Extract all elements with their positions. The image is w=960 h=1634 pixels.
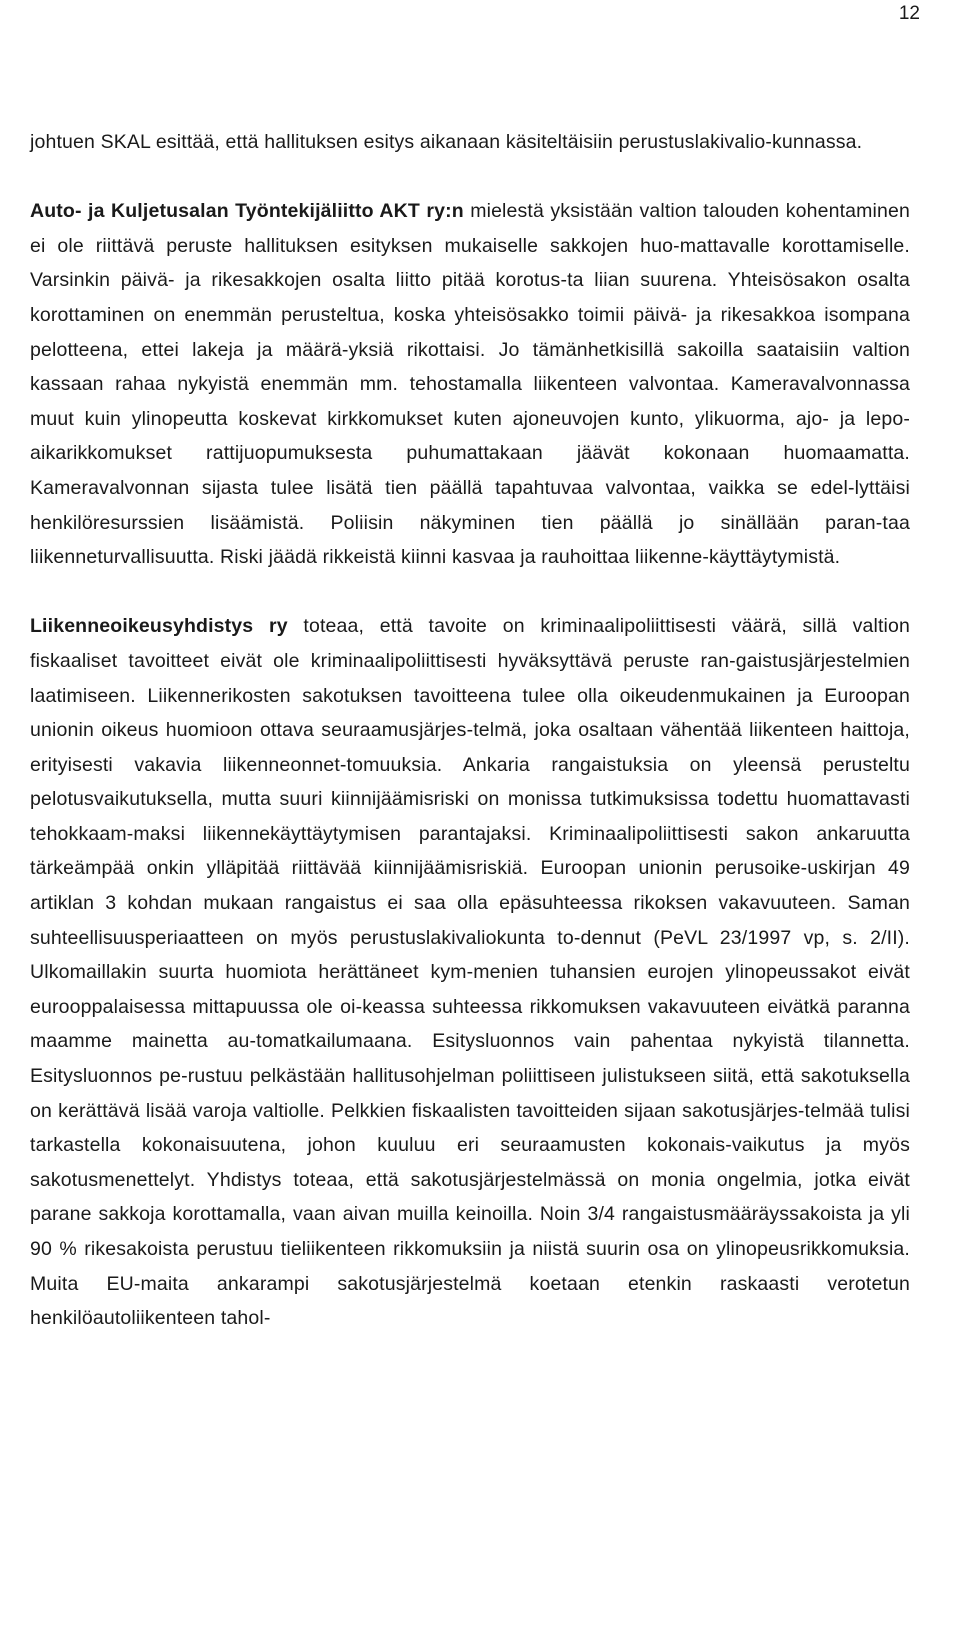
organization-name: Auto- ja Kuljetusalan Työntekijäliitto AKT ry:n xyxy=(30,200,464,223)
paragraph-skal-conclusion xyxy=(30,125,910,160)
paragraph-akt-statement xyxy=(30,194,910,575)
page-number: 12 xyxy=(898,3,920,24)
paragraph-text: johtuen SKAL esittää, että hallituksen esitys aikanaan käsiteltäisiin perustuslakivalio-kunnassa. xyxy=(30,131,863,153)
paragraph-text: mielestä yksistään valtion talouden kohentaminen ei ole riittävä peruste hallituksen esityksen mukaiselle sakkojen huo-mattavalle korottamiselle. Varsinkin päivä- ja rikesakkojen osalta liitto pitää korotus-ta liian suurena. Yhteisösakon osalta korottaminen on enemmän perusteltua, koska yhteisösakko toimii päivä- ja rikesakkoa isompana pelotteena, ettei lakeja ja määrä-yksiä rikottaisi. Jo tämänhetkisillä sakoilla saataisiin valtion kassaan rahaa nykyistä enemmän mm. tehostamalla liikenteen valvontaa. Kameravalvonnassa muut kuin ylinopeutta koskevat kirkkomukset kuten ajoneuvojen kunto, ylikuorma, ajo- ja lepo-aikarikkomukset rattijuopumuksesta puhumattakaan jäävät kokonaan huomaamatta. Kameravalvonnan sijasta tulee lisätä tien päällä tapahtuvaa valvontaa, vaikka se edel-lyttäisi henkilöresurssien lisäämistä. Poliisin näkyminen tien päällä jo sinällään paran-taa liikenneturvallisuutta. Riski jäädä rikkeistä kiinni kasvaa ja rauhoittaa liikenne-käyttäytymistä. xyxy=(30,200,911,569)
paragraph-liikenneoikeusyhdistys-statement xyxy=(30,609,910,1335)
paragraph-text: toteaa, että tavoite on kriminaalipoliittisesti väärä, sillä valtion fiskaaliset tavoitteet eivät ole kriminaalipoliittisesti hyväksyttävä peruste ran-gaistusjärjestelmien laatimiseen. Liikennerikosten sakotuksen tavoitteena tulee olla oikeudenmukainen ja Euroopan unionin oikeus huomioon ottava seuraamusjärjes-telmä, joka osaltaan vähentää liikenteen haittoja, erityisesti vakavia liikenneonnet-tomuuksia. Ankaria rangaistuksia on yleensä perusteltu pelotusvaikutuksella, mutta suuri kiinnijäämisriski on monissa tutkimuksissa todettu huomattavasti tehokkaam-maksi liikennekäyttäytymisen parantajaksi. Kriminaalipoliittisesti sakon ankaruutta tärkeämpää onkin ylläpitää riittävää kiinnijäämisriskiä. Euroopan unionin perusoike-uskirjan 49 artiklan 3 kohdan mukaan rangaistus ei saa olla epäsuhteessa rikoksen vakavuuteen. Saman suhteellisuusperiaatteen on myös perustuslakivaliokunta to-dennut (PeVL 23/1997 vp, s. 2/II). Ulkomaillakin suurta huomiota herättäneet kym-menien tuhansien eurojen ylinopeussakot eivät eurooppalaisessa mittapuussa ole oi-keassa suhteessa rikkomuksen vakavuuteen eivätkä paranna maamme mainetta au-tomatkailumaana. Esitysluonnos vain pahentaa nykyistä tilannetta. Esitysluonnos pe-rustuu pelkästään hallitusohjelman poliittiseen julistukseen siitä, että sakotuksella on kerättävä lisää varoja valtiolle. Pelkkien fiskaalisten tavoitteiden sijaan sakotusjärjes-telmää tulisi tarkastella kokonaisuutena, johon kuuluu eri seuraamusten kokonais-vaikutus ja myös sakotusmenettelyt. Yhdistys toteaa, että sakotusjärjestelmässä on monia ongelmia, jotka eivät parane sakkoja korottamalla, vaan aivan muilla keinoilla. Noin 3/4 rangaistusmääräyssakoista ja yli 90 % rikesakoista perustuu tieliikenteen rikkomuksiin ja niistä suurin osa on ylinopeusrikkomuksia. Muita EU-maita ankarampi sakotusjärjestelmä koetaan etenkin raskaasti verotetun henkilöautoliikenteen tahol- xyxy=(30,615,910,1330)
document-body xyxy=(30,125,910,1336)
organization-name: Liikenneoikeusyhdistys ry xyxy=(30,615,288,638)
